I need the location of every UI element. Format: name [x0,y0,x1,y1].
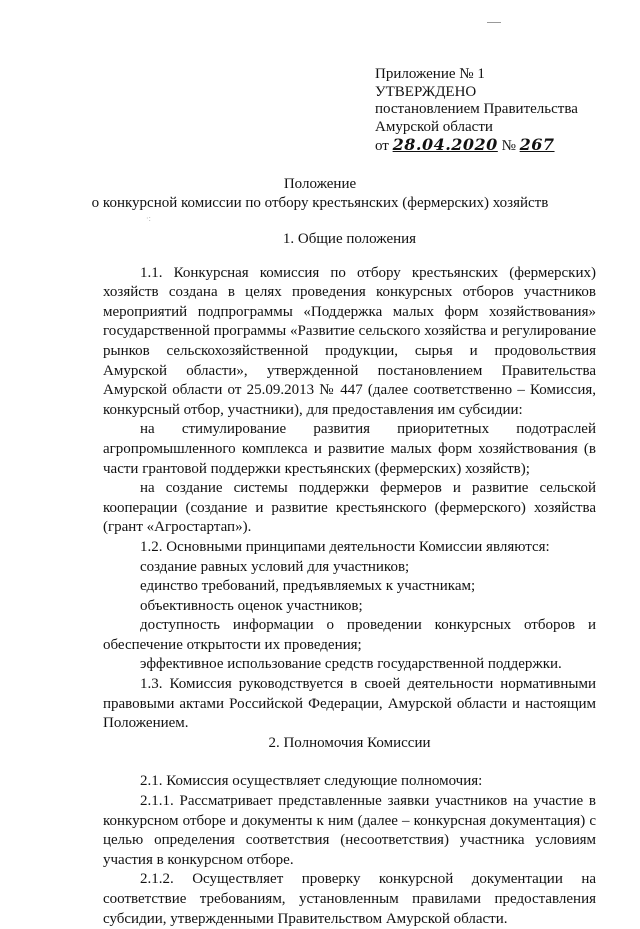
document-subtitle: о конкурсной комиссии по отбору крестьянских (фермерских) хозяйств [91,195,549,211]
paragraph-2-1-1: 2.1.1. Рассматривает представленные заявки участников на участие в конкурсном отборе и документы к ним (далее – конкурсная документация) с целью определения соответствия (несоответствия) участника условиям участия в конкурсном отборе. [103,793,596,868]
approved-label: УТВЕРЖДЕНО [375,83,477,100]
document-body [103,230,596,929]
approval-stamp-block [375,66,615,156]
paragraph-1-1: 1.1. Конкурсная комиссия по отбору крестьянских (фермерских) хозяйств создана в целях проведения конкурсных отборов участников мероприятий подпрограммы «Поддержка малых форм хозяйствования» государственной программы «Развитие сельского хозяйства и регулирование рынков сельскохозяйственной продукции, сырья и продовольствия Амурской области», утвержденной постановлением Правительства Амурской области от 25.09.2013 № 447 (далее соответственно – Комиссия, конкурсный отбор, участники), для предоставления им субсидии: [103,264,596,418]
principle-item: единство требований, предъявляемых к участникам; [140,578,476,595]
number-prefix: № [501,138,516,154]
scan-speck: ·: [146,214,151,223]
handwritten-date: 28.04.2020 [392,135,498,154]
date-number-line [375,136,615,156]
scan-mark [487,22,501,23]
principle-item: объективность оценок участников; [140,597,363,614]
paragraph-1-1-a: на стимулирование развития приоритетных подотраслей агропромышленного комплекса и развитие малых форм хозяйствования (в части грантовой поддержки крестьянских (фермерских) хозяйств); [103,421,596,477]
paragraph-2-1: 2.1. Комиссия осуществляет следующие полномочия: [140,773,483,790]
principle-item: эффективное использование средств государственной поддержки. [140,656,562,673]
section-2-heading: 2. Полномочия Комиссии [268,734,431,751]
document-title: Положение [283,176,357,192]
paragraph-2-1-2: 2.1.2. Осуществляет проверку конкурсной документации на соответствие требованиям, установленным правилами предоставления субсидии, утвержденными Правительством Амурской области. [103,871,596,927]
principle-item: доступность информации о проведении конкурсных отборов и обеспечение открытости их проведения; [103,617,596,653]
appendix-label: Приложение № 1 [375,66,485,82]
paragraph-1-2: 1.2. Основными принципами деятельности Комиссии являются: [140,538,550,555]
paragraph-1-3: 1.3. Комиссия руководствуется в своей деятельности нормативными правовыми актами Российской Федерации, Амурской области и настоящим Положением. [103,676,596,732]
section-1-heading: 1. Общие положения [282,231,417,247]
paragraph-1-1-b: на создание системы поддержки фермеров и развитие сельской кооперации (создание и развитие крестьянского (фермерского) хозяйства (грант «Агростартап»). [103,480,596,536]
handwritten-number: 267 [519,135,555,154]
principle-item: создание равных условий для участников; [140,558,410,575]
region-line: Амурской области [375,118,493,135]
date-prefix: от [375,138,389,154]
decree-line: постановлением Правительства [375,101,578,117]
